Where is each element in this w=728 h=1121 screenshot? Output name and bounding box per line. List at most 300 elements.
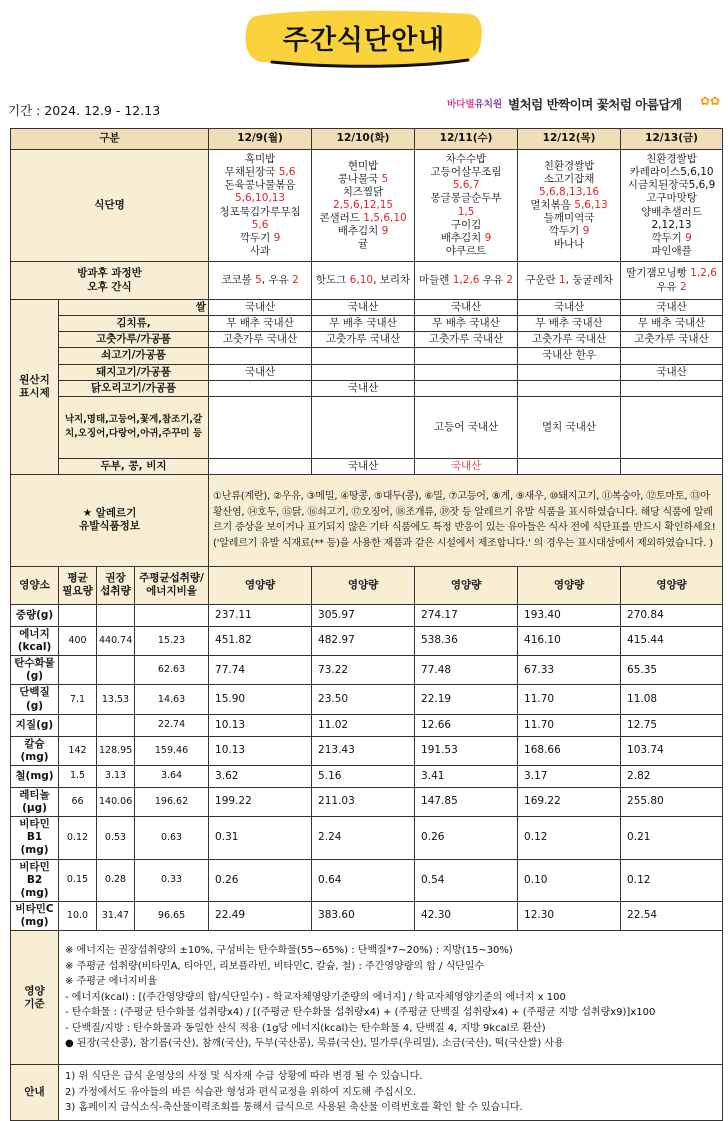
kindergarten-logo: [447, 96, 502, 110]
nutrient-value: 12.75: [621, 714, 723, 736]
allergen-code: 5: [378, 172, 389, 185]
nutrient-value: 11.08: [621, 685, 723, 714]
meal-item: [417, 166, 515, 179]
meal-cell: [312, 150, 415, 262]
nutrient-average: 0.15: [59, 859, 97, 901]
origin-cell: [518, 380, 621, 396]
nutrient-value: 3.62: [209, 765, 312, 787]
nutrient-recommended: 440.74: [97, 626, 135, 655]
food-name: 친환경쌀밥: [646, 153, 697, 165]
origin-cell: [518, 364, 621, 380]
day-header: 12/11(수): [415, 129, 518, 150]
origin-row-label: 고춧가루/가공품: [59, 332, 209, 348]
day-header: 12/13(금): [621, 129, 723, 150]
origin-cell: [621, 458, 723, 474]
allergen-code: 5,6,8,13,16: [538, 185, 600, 198]
origin-cell: [312, 364, 415, 380]
table-row: [11, 380, 723, 396]
origin-cell: 국내산: [312, 300, 415, 316]
header-label: 구분: [11, 129, 209, 150]
origin-cell: [415, 364, 518, 380]
allergen-code: 2: [288, 273, 299, 286]
food-name: 고구마맛탕: [646, 192, 697, 205]
nutrient-value: 199.22: [209, 787, 312, 816]
meal-item: [314, 225, 412, 238]
meal-item: [314, 199, 412, 212]
origin-row-label: 닭오리고기/가공품: [59, 380, 209, 396]
origin-cell: [518, 458, 621, 474]
nutr-col-day: 영양량: [621, 566, 723, 604]
nutrient-value: 451.82: [209, 626, 312, 655]
nutrient-value: 10.13: [209, 736, 312, 765]
origin-label: [11, 300, 59, 475]
allergen-code: 5: [255, 273, 262, 286]
nutr-col-day: 영양량: [518, 566, 621, 604]
table-row: [11, 300, 723, 316]
meal-item: [211, 219, 309, 232]
table-row: [11, 396, 723, 458]
origin-cell: [312, 396, 415, 458]
table-row: [11, 262, 723, 300]
nutrient-average: 1.5: [59, 765, 97, 787]
table-row: [11, 765, 723, 787]
nutrient-weekly: 3.64: [135, 765, 209, 787]
allergen-code: 1,2,6: [686, 267, 717, 280]
food-name: 무채된장국: [224, 166, 276, 179]
meal-item: [211, 232, 309, 245]
meal-item: [623, 232, 720, 245]
origin-cell: 고춧가루 국내산: [415, 332, 518, 348]
nutrient-average: 0.12: [59, 817, 97, 859]
table-row: [11, 474, 723, 566]
table-row: [11, 901, 723, 930]
nutrient-weekly: 15.23: [135, 626, 209, 655]
food-name: 바나나: [553, 238, 585, 251]
food-name: 배추김치: [337, 225, 379, 238]
origin-cell: [621, 380, 723, 396]
nutrient-recommended: 128.95: [97, 736, 135, 765]
nutrient-value: 274.17: [415, 604, 518, 626]
nutrient-value: 22.54: [621, 901, 723, 930]
nutr-col-nutrient: 영양소: [11, 566, 59, 604]
food-name: 파인애플: [651, 244, 692, 257]
nutrient-name: 칼슘(mg): [11, 736, 59, 765]
meal-item: [623, 153, 720, 166]
nutrient-value: 0.12: [621, 859, 723, 901]
nutrient-value: 383.60: [312, 901, 415, 930]
meal-item: [623, 245, 720, 258]
nutrient-value: 168.66: [518, 736, 621, 765]
table-row: [11, 626, 723, 655]
origin-row-label: 낙지,명태,고등어,꽃게,참조기,갈치,오징어,다랑어,아귀,주꾸미 등: [59, 396, 209, 458]
nutrient-value: 538.36: [415, 626, 518, 655]
table-row: [11, 787, 723, 816]
meal-item: [314, 160, 412, 173]
meal-item: [211, 206, 309, 219]
meal-item: [417, 232, 515, 245]
nutr-col-day: 영양량: [312, 566, 415, 604]
food-name: 현미밥: [347, 159, 379, 172]
origin-cell: 고춧가루 국내산: [621, 332, 723, 348]
allergen-code: 5,6,7: [452, 179, 480, 192]
origin-cell: 국내산: [312, 380, 415, 396]
day-header: 12/12(목): [518, 129, 621, 150]
origin-cell: 무 배추 국내산: [415, 316, 518, 332]
snack-label-line: 방과후 과정반: [77, 267, 142, 280]
nutrient-value: 42.30: [415, 901, 518, 930]
table-row: [11, 316, 723, 332]
meal-item: [520, 186, 618, 199]
nutrient-value: 11.02: [312, 714, 415, 736]
notice-line: 2) 가정에서도 유아들의 바른 식습관 형성과 편식교정을 위하여 지도해 주십시오.: [65, 1086, 417, 1098]
std-label-line: 기준: [24, 997, 45, 1010]
nutrient-value: 213.43: [312, 736, 415, 765]
table-row: [11, 685, 723, 714]
day-header: 12/10(화): [312, 129, 415, 150]
food-name: 고등어살무조림: [430, 166, 502, 179]
allergen-code: 1,2,6: [449, 273, 480, 286]
nutrient-name: 탄수화물(g): [11, 656, 59, 685]
table-row: [11, 348, 723, 364]
logo-part1: 바다별: [447, 99, 475, 110]
nutrient-value: 15.90: [209, 685, 312, 714]
origin-cell: 국내산: [621, 364, 723, 380]
snack-cell: [312, 262, 415, 300]
origin-row-label: 김치류,: [59, 316, 209, 332]
nutrient-weekly: 0.63: [135, 817, 209, 859]
snack-label: [11, 262, 209, 300]
nutrient-value: 3.41: [415, 765, 518, 787]
nutrient-value: 73.22: [312, 656, 415, 685]
nutrient-value: 415.44: [621, 626, 723, 655]
origin-row-label: 쌀: [59, 300, 209, 316]
nutr-col-weekly: 주평균섭취량/ 에너지비율: [135, 566, 209, 604]
meal-label: 식단명: [11, 150, 209, 262]
food-name: 멸치볶음: [530, 198, 571, 211]
origin-cell: 고등어 국내산: [415, 396, 518, 458]
table-row: [11, 656, 723, 685]
page-title: 주간식단안내: [282, 25, 446, 56]
allergy-label-line: 유발식품정보: [79, 520, 140, 533]
nutrient-weekly: 96.65: [135, 901, 209, 930]
std-line: ● 된장(국산콩), 참기름(국산), 참깨(국산), 두부(국산콩), 묵류(국산), 밀가루(우리밀), 소금(국산), 떡(국산쌀) 사용: [65, 1038, 564, 1050]
nutrient-average: 142: [59, 736, 97, 765]
allergy-info: ①난류(계란), ②우유, ③메밀, ④땅콩, ⑤대두(콩), ⑥밀, ⑦고등어, ⑧게, ⑨새우, ⑩돼지고기, ⑪복숭아, ⑫토마토, ⑬아황산염, ⑭호두, ⑮닭, ⑯쇠고기, ⑰오징어, ⑱조개류, ⑲잣 등 알레르기 유발 식품을 표시하였습니다. 해당 식품에 알레르기 증상을 보이거나 표기되지 않은 기타 식품에도 특정 반응이 있는 유아들은 식사 전에 식단표를 반드시 확인하세요! ('알레르기 유발 식재료(** 등)을 사용한 제품과 같은 시설에서 제조합니다.' 의 경우는 표시대상에서 제외하였습니다. ): [209, 474, 723, 566]
notice-line: 1) 위 식단은 급식 운영상의 사정 및 식자재 수급 상황에 따라 변경 될 수 있습니다.: [65, 1071, 423, 1083]
origin-cell: 무 배추 국내산: [518, 316, 621, 332]
notice-text: [59, 1065, 723, 1121]
food-name: , 둥굴레차: [565, 273, 613, 286]
food-name: 몽글몽글순두부: [430, 192, 502, 205]
meal-item: [314, 212, 412, 225]
nutrient-value: 11.70: [518, 685, 621, 714]
nutrient-average: [59, 604, 97, 626]
nutrient-name: 단백질(g): [11, 685, 59, 714]
nutrient-weekly: [135, 604, 209, 626]
nutrient-value: 0.31: [209, 817, 312, 859]
nutrient-value: 65.35: [621, 656, 723, 685]
origin-label-line: 원산지: [19, 373, 50, 386]
meal-item: [417, 206, 515, 219]
allergen-code: 9: [270, 231, 281, 244]
nutrient-recommended: 3.13: [97, 765, 135, 787]
meal-item: [211, 179, 309, 192]
nutrient-average: [59, 656, 97, 685]
flower-icon: ✿✿: [700, 94, 721, 108]
food-name: 콘샐러드: [319, 212, 360, 225]
nutrient-value: 416.10: [518, 626, 621, 655]
origin-cell: 무 배추 국내산: [209, 316, 312, 332]
food-name: 딸기잼모닝빵: [626, 267, 687, 280]
nutrient-name: 비타민B2 (mg): [11, 859, 59, 901]
nutrient-value: 2.82: [621, 765, 723, 787]
allergy-label: [11, 474, 209, 566]
nutrient-average: 66: [59, 787, 97, 816]
allergen-code: 5,6,13: [570, 198, 608, 211]
origin-cell: [415, 380, 518, 396]
origin-label-line: 표시제: [19, 386, 50, 399]
meal-cell: [518, 150, 621, 262]
origin-cell: 고춧가루 국내산: [518, 332, 621, 348]
table-row: [11, 817, 723, 859]
allergen-code: 1,5: [457, 205, 475, 218]
origin-row-label: 쇠고기/가공품: [59, 348, 209, 364]
meal-item: [417, 153, 515, 166]
nutrient-average: 400: [59, 626, 97, 655]
nutrient-value: 0.10: [518, 859, 621, 901]
nutrient-weekly: 159.46: [135, 736, 209, 765]
food-name: 깍두기: [548, 225, 580, 238]
std-line: - 단백질/지방 : 탄수화물과 동일한 산식 적용 (1g당 에너지(kcal)는 탄수화물 4, 단백질 4, 지방 9kcal로 환산): [65, 1022, 546, 1034]
nutrient-value: 12.30: [518, 901, 621, 930]
meal-item: [417, 219, 515, 232]
origin-cell: [209, 396, 312, 458]
meal-item: [211, 153, 309, 166]
meal-item: [520, 225, 618, 238]
table-row: [11, 364, 723, 380]
nutrient-average: [59, 714, 97, 736]
nutrient-weekly: 62.63: [135, 656, 209, 685]
meal-item: [211, 166, 309, 179]
allergen-code: 2: [676, 280, 687, 293]
nutrient-value: 0.64: [312, 859, 415, 901]
nutrient-value: 5.16: [312, 765, 415, 787]
food-name: 시금치된장국5,6,9: [627, 179, 716, 192]
nutrient-value: 0.12: [518, 817, 621, 859]
table-row: [11, 1065, 723, 1121]
table-row: [11, 931, 723, 1065]
nutrient-average: 10.0: [59, 901, 97, 930]
nutrient-value: 255.80: [621, 787, 723, 816]
allergen-code: 9: [481, 231, 492, 244]
meal-item: [520, 160, 618, 173]
snack-cell: [415, 262, 518, 300]
nutrient-name: 중량(g): [11, 604, 59, 626]
origin-cell: 고춧가루 국내산: [312, 332, 415, 348]
nutrient-value: 10.13: [209, 714, 312, 736]
origin-cell: [621, 348, 723, 364]
meal-cell: [415, 150, 518, 262]
nutrient-value: 3.17: [518, 765, 621, 787]
meal-item: [314, 238, 412, 251]
snack-cell: [518, 262, 621, 300]
nutrient-weekly: 14.63: [135, 685, 209, 714]
meal-item: [520, 238, 618, 251]
nutrient-recommended: 31.47: [97, 901, 135, 930]
table-row: [11, 150, 723, 262]
origin-row-label: 두부, 콩, 비지: [59, 458, 209, 474]
nutrient-weekly: 196.62: [135, 787, 209, 816]
nutrient-value: 0.26: [209, 859, 312, 901]
meal-item: [211, 192, 309, 205]
allergen-code: 9: [378, 225, 389, 238]
nutrient-recommended: [97, 714, 135, 736]
nutrient-recommended: 0.28: [97, 859, 135, 901]
food-name: 구운란: [525, 273, 556, 286]
nutr-col-day: 영양량: [415, 566, 518, 604]
origin-cell: 멸치 국내산: [518, 396, 621, 458]
allergy-label-line: ★ 알레르기: [82, 507, 137, 520]
origin-cell: 국내산: [209, 300, 312, 316]
food-name: 콩나물국: [337, 172, 379, 185]
food-name: 청포묵김가루무침: [219, 205, 301, 218]
origin-cell: 국내산: [518, 300, 621, 316]
food-name: 귤: [357, 238, 369, 251]
meal-item: [623, 206, 720, 232]
origin-cell: 국내산 한우: [518, 348, 621, 364]
nutrient-name: 비타민B1 (mg): [11, 817, 59, 859]
nutrient-name: 지질(g): [11, 714, 59, 736]
menu-table: [10, 128, 723, 1121]
nutrient-recommended: 13.53: [97, 685, 135, 714]
table-row: [11, 714, 723, 736]
origin-cell: 국내산: [312, 458, 415, 474]
nutrient-value: 103.74: [621, 736, 723, 765]
nutrient-value: 0.54: [415, 859, 518, 901]
std-line: - 탄수화물 : (주평균 탄수화물 섭취량x4) / [(주평균 탄수화물 섭취량x4) + (주평균 단백질 섭취량x4) + (주평균 지방 섭취량x9)]x100: [65, 1007, 656, 1019]
table-row: [11, 859, 723, 901]
meal-item: [417, 179, 515, 192]
allergen-code: 5,6: [275, 166, 296, 179]
nutrient-recommended: 0.53: [97, 817, 135, 859]
allergen-code: 5,6: [251, 218, 269, 231]
day-header: 12/9(월): [209, 129, 312, 150]
meal-item: [314, 186, 412, 199]
food-name: 치즈찜닭: [342, 185, 384, 198]
food-name: 우유: [656, 280, 677, 293]
std-line: ※ 에너지는 권장섭취량의 ±10%, 구성비는 탄수화물(55~65%) : 단백질*7~20%) : 지방(15~30%): [65, 945, 513, 957]
food-name: 야쿠르트: [445, 244, 487, 257]
nutr-col-recommended: 권장 섭취량: [97, 566, 135, 604]
food-name: 사과: [249, 244, 271, 257]
nutrient-weekly: 0.33: [135, 859, 209, 901]
nutrient-value: 237.11: [209, 604, 312, 626]
logo-part2: 유치원: [474, 99, 503, 110]
meal-cell: [621, 150, 723, 262]
table-row: [11, 566, 723, 604]
nutrient-value: 12.66: [415, 714, 518, 736]
origin-cell: [312, 348, 415, 364]
food-name: 깍두기: [651, 231, 682, 244]
nutrient-value: 0.21: [621, 817, 723, 859]
allergen-code: 2,5,6,12,15: [332, 198, 394, 211]
nutrient-value: 0.26: [415, 817, 518, 859]
nutrient-recommended: [97, 604, 135, 626]
nutrient-value: 482.97: [312, 626, 415, 655]
food-name: , 보리차: [373, 273, 411, 286]
std-line: ※ 주평균 에너지비율: [65, 976, 158, 988]
origin-cell: 국내산: [415, 300, 518, 316]
meal-item: [314, 173, 412, 186]
nutrient-value: 77.74: [209, 656, 312, 685]
nutrient-value: 23.50: [312, 685, 415, 714]
nutrient-value: 193.40: [518, 604, 621, 626]
nutrient-weekly: 22.74: [135, 714, 209, 736]
snack-cell: [209, 262, 312, 300]
notice-label: 안내: [11, 1065, 59, 1121]
nutrient-value: 270.84: [621, 604, 723, 626]
allergen-code: 1,5,6,10: [359, 212, 407, 225]
food-name: 차수수밥: [445, 153, 487, 165]
allergen-code: 9: [579, 225, 590, 238]
origin-cell: [621, 396, 723, 458]
table-row: [11, 332, 723, 348]
origin-cell: 국내산: [621, 300, 723, 316]
nutrient-value: 22.19: [415, 685, 518, 714]
origin-cell: 국내산: [209, 364, 312, 380]
food-name: 소고기잡채: [543, 172, 595, 185]
allergen-code: 6,10: [346, 273, 374, 286]
food-name: 친환경쌀밥: [543, 159, 595, 172]
food-name: 흑미밥: [244, 153, 276, 165]
nutr-col-day: 영양량: [209, 566, 312, 604]
food-name: 들깨미역국: [543, 212, 595, 225]
notice-line: 3) 홈페이지 급식소식-축산물이력조회를 통해서 급식으로 사용된 축산물 이력번호를 확인 할 수 있습니다.: [65, 1102, 523, 1114]
table-row: [11, 458, 723, 474]
meal-cell: [209, 150, 312, 262]
food-name: 구이김: [450, 218, 482, 231]
origin-cell: 무 배추 국내산: [621, 316, 723, 332]
origin-cell: 국내산: [415, 458, 518, 474]
nutrient-value: 11.70: [518, 714, 621, 736]
food-name: 카레라이스5,6,10: [629, 166, 714, 179]
food-name: 마들렌: [418, 273, 450, 286]
nutrient-value: 77.48: [415, 656, 518, 685]
allergen-code: 5,6,10,13: [234, 192, 286, 205]
std-label: [11, 931, 59, 1065]
table-row: [11, 736, 723, 765]
nutrient-average: 7.1: [59, 685, 97, 714]
meal-item: [520, 173, 618, 186]
nutrient-value: 22.49: [209, 901, 312, 930]
food-name: 배추김치: [440, 231, 482, 244]
snack-label-line: 오후 간식: [87, 280, 132, 293]
title-banner: [242, 6, 486, 70]
meal-item: [417, 192, 515, 205]
meal-item: [417, 245, 515, 258]
nutrient-value: 67.33: [518, 656, 621, 685]
period-text: 기간 : 2024. 12.9 - 12.13: [8, 103, 161, 118]
allergen-code: 9: [681, 231, 692, 244]
nutrient-recommended: [97, 656, 135, 685]
origin-row-label: 돼지고기/가공품: [59, 364, 209, 380]
nutrient-value: 191.53: [415, 736, 518, 765]
meal-item: [520, 199, 618, 212]
nutrient-value: 211.03: [312, 787, 415, 816]
origin-cell: [209, 458, 312, 474]
table-row: [11, 129, 723, 150]
food-name: 돈육콩나물볶음: [224, 179, 296, 192]
